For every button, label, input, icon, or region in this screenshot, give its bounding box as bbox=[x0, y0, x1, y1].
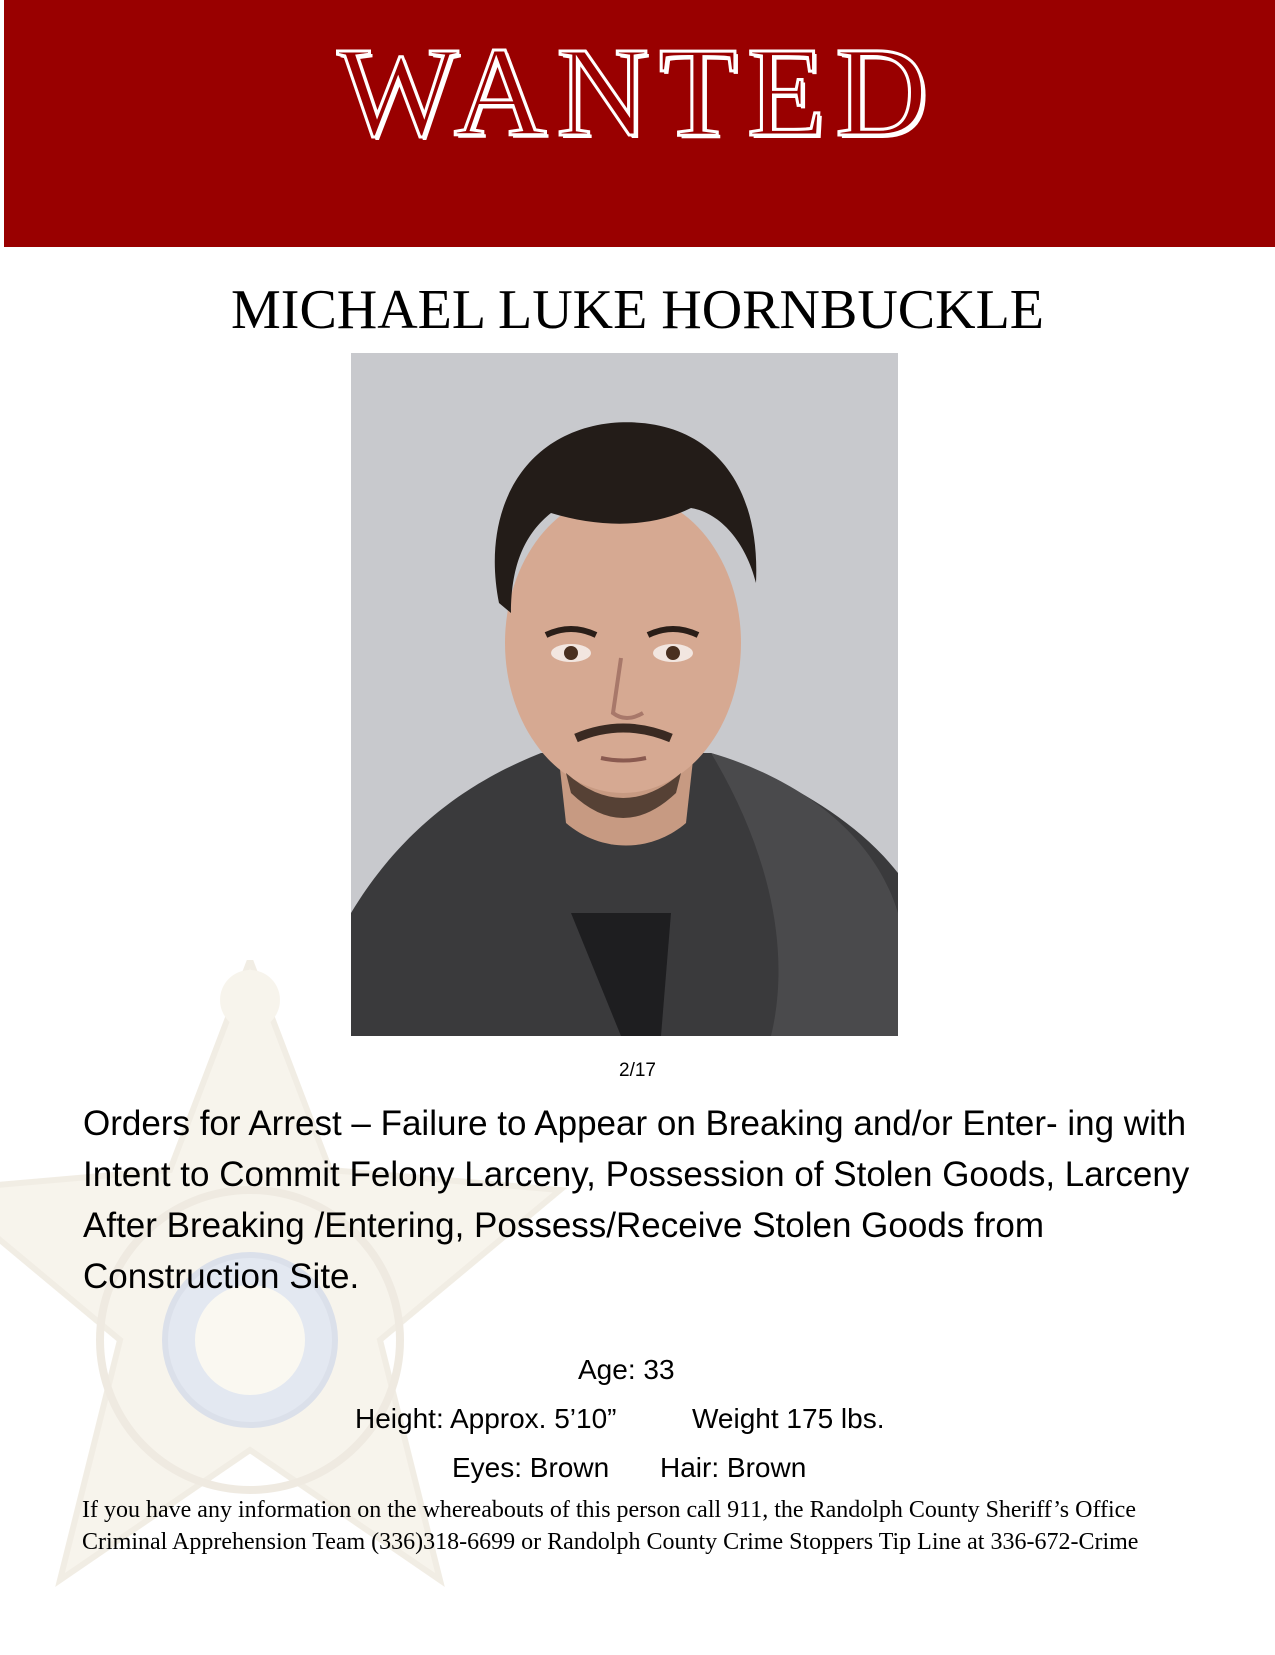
contact-line-1: If you have any information on the whereabouts of this person call 911, the Randolph County Sheriff’s Office bbox=[82, 1497, 1136, 1523]
contact-line-2: Criminal Apprehension Team (336)318-6699 or Randolph County Crime Stoppers Tip Line at 336-672-Crime bbox=[82, 1529, 1139, 1555]
weight-value: Weight 175 lbs. bbox=[692, 1403, 885, 1434]
photo-date: 2/17 bbox=[619, 1060, 656, 1081]
hair-value: Hair: Brown bbox=[660, 1452, 807, 1483]
wanted-title: WANTED bbox=[337, 21, 938, 163]
subject-name: MICHAEL LUKE HORNBUCKLE bbox=[231, 279, 1044, 341]
contact-info bbox=[82, 1494, 1242, 1558]
charges-text: Orders for Arrest – Failure to Appear on Breaking and/or Enter- ing with Intent to Commit Felony Larceny, Possession of Stolen Goods, Larceny After Breaking /Entering, Possess/Receive Stolen Goods from Construction Site. bbox=[83, 1104, 1190, 1296]
subject-photo bbox=[351, 353, 898, 1036]
physical-details bbox=[0, 1345, 1275, 1492]
age-value: Age: 33 bbox=[578, 1354, 675, 1385]
eyes-value: Eyes: Brown bbox=[452, 1452, 610, 1483]
height-value: Height: Approx. 5’10” bbox=[355, 1403, 617, 1434]
